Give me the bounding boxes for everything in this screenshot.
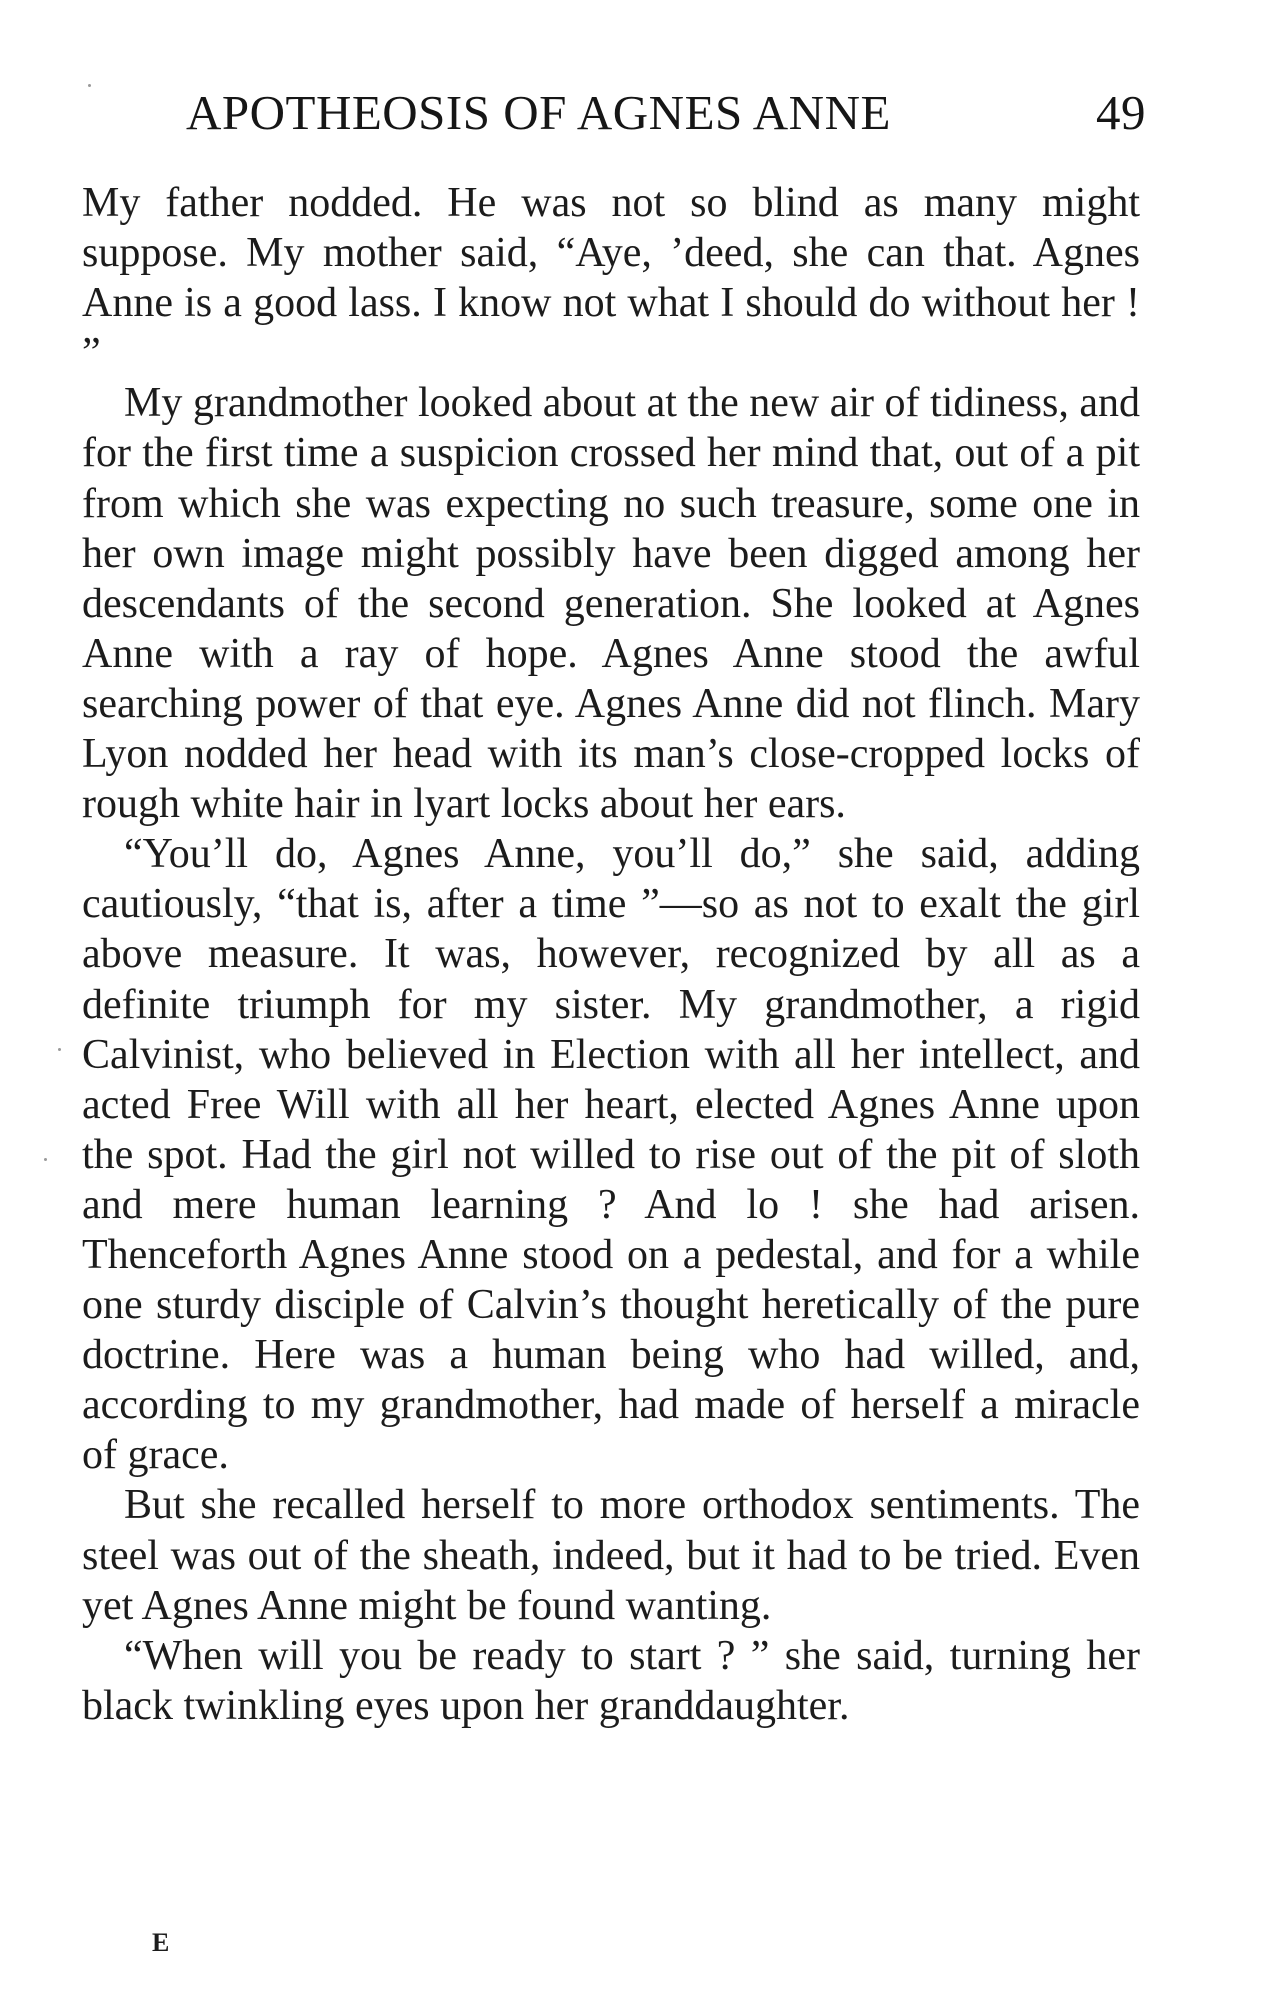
- paragraph-5: “When will you be ready to start ? ” she said, turning her black twinkling eyes upon her granddaughter.: [82, 1632, 1140, 1729]
- running-title: APOTHEOSIS OF AGNES ANNE: [186, 85, 891, 140]
- paragraph-3: “You’ll do, Agnes Anne, you’ll do,” she said, adding cautiously, “that is, after a time ”—so as not to exalt the girl above measure. It was, however, recognized by all as a definite triumph for my sister. My grandmother, a rigid Calvinist, who believed in Election with all her intellect, and acted Free Will with all her heart, elected Agnes Anne upon the spot. Had the girl not willed to rise out of the pit of sloth and mere human learning ? And lo ! she had arisen. Thenceforth Agnes Anne stood on a pedestal, and for a while one sturdy disciple of Calvin’s thought heretically of the pure doctrine. Here was a human being who had willed, and, according to my grandmother, had made of herself a miracle of grace.: [82, 831, 1140, 1479]
- signature-mark: E: [152, 1928, 170, 1957]
- paper-speck: [88, 84, 91, 87]
- paper-speck: [44, 1158, 47, 1161]
- paragraph-1: My father nodded. He was not so blind as many might suppose. My mother said, “Aye, ’deed, she can that. Agnes Anne is a good lass. I know not what I should do without her ! ”: [82, 180, 1140, 377]
- paragraph-4: But she recalled herself to more orthodox sentiments. The steel was out of the sheath, indeed, but it had to be tried. Even yet Agnes Anne might be found wanting.: [82, 1482, 1140, 1629]
- paper-speck: [58, 1048, 61, 1051]
- body-text: [82, 178, 1140, 1731]
- paragraph-2: My grandmother looked about at the new air of tidiness, and for the first time a suspicion crossed her mind that, out of a pit from which she was expecting no such treasure, some one in her own image might possibly have been digged among her descendants of the second generation. She looked at Agnes Anne with a ray of hope. Agnes Anne stood the awful searching power of that eye. Agnes Anne did not flinch. Mary Lyon nodded her head with its man’s close-cropped locks of rough white hair in lyart locks about her ears.: [82, 380, 1140, 828]
- page-number: 49: [1096, 85, 1146, 140]
- running-header: [186, 84, 1146, 144]
